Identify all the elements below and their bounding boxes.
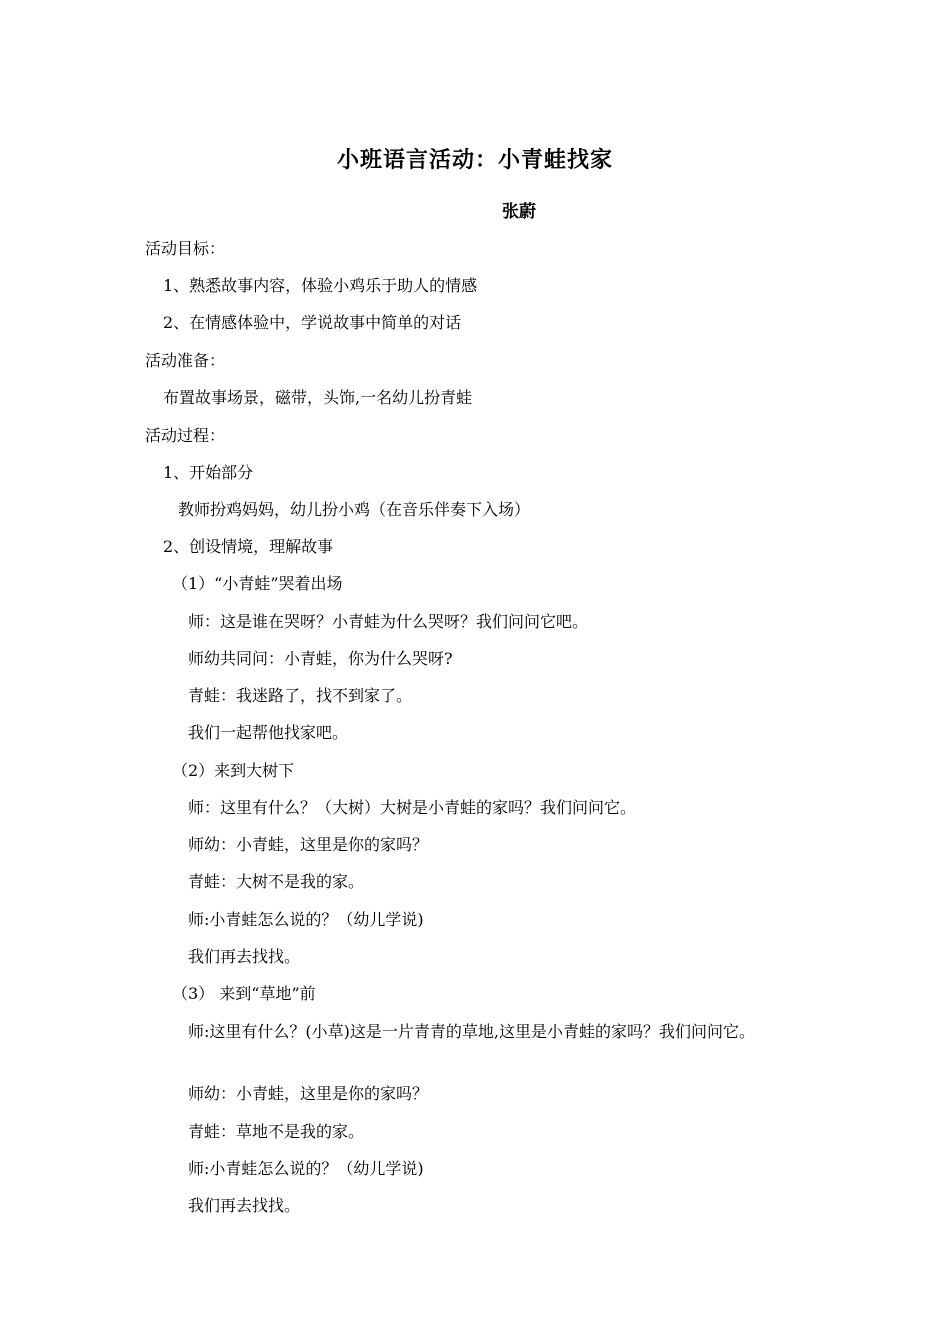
dialogue-line: 我们再去找找。 xyxy=(188,947,301,966)
dialogue-line: 青蛙：大树不是我的家。 xyxy=(188,872,365,891)
dialogue-line: 我们一起帮他找家吧。 xyxy=(188,723,349,742)
dialogue-line: 我们再去找找。 xyxy=(188,1196,301,1215)
process-text: 教师扮鸡妈妈，幼儿扮小鸡（在音乐伴奏下入场） xyxy=(178,500,531,519)
author-name: 张蔚 xyxy=(502,202,536,222)
section-heading-goals: 活动目标： xyxy=(145,239,226,258)
dialogue-line: 师:小青蛙怎么说的？（幼儿学说) xyxy=(188,1159,424,1178)
section-heading-preparation: 活动准备： xyxy=(145,351,226,370)
dialogue-line: 师:小青蛙怎么说的？（幼儿学说) xyxy=(188,910,424,929)
goal-item: 1、熟悉故事内容，体验小鸡乐于助人的情感 xyxy=(163,276,478,295)
preparation-text: 布置故事场景，磁带，头饰,一名幼儿扮青蛙 xyxy=(163,388,473,407)
dialogue-line: 师：这里有什么？（大树）大树是小青蛙的家吗？我们问问它。 xyxy=(188,798,637,817)
dialogue-line: 青蛙：草地不是我的家。 xyxy=(188,1122,365,1141)
process-step: 1、开始部分 xyxy=(163,463,254,482)
goal-item: 2、在情感体验中，学说故事中简单的对话 xyxy=(163,313,462,332)
sub-step: （1）“小青蛙”哭着出场 xyxy=(172,574,343,593)
sub-step: （2）来到大树下 xyxy=(172,761,295,780)
dialogue-line: 师：这是谁在哭呀？小青蛙为什么哭呀？我们问问它吧。 xyxy=(188,612,589,631)
dialogue-line: 青蛙：我迷路了，找不到家了。 xyxy=(188,686,413,705)
dialogue-line: 师幼：小青蛙，这里是你的家吗？ xyxy=(188,1084,429,1103)
document-title: 小班语言活动：小青蛙找家 xyxy=(336,148,613,173)
dialogue-line: 师幼共同问：小青蛙，你为什么哭呀? xyxy=(188,649,453,668)
dialogue-paragraph: 师:这里有什么？(小草)这是一片青青的草地,这里是小青蛙的家吗？我们问问它。 xyxy=(188,1022,755,1041)
process-step: 2、创设情境，理解故事 xyxy=(163,537,334,556)
dialogue-line: 师幼：小青蛙，这里是你的家吗？ xyxy=(188,835,429,854)
sub-step: （3） 来到“草地”前 xyxy=(172,984,316,1003)
section-heading-process: 活动过程： xyxy=(145,426,226,445)
